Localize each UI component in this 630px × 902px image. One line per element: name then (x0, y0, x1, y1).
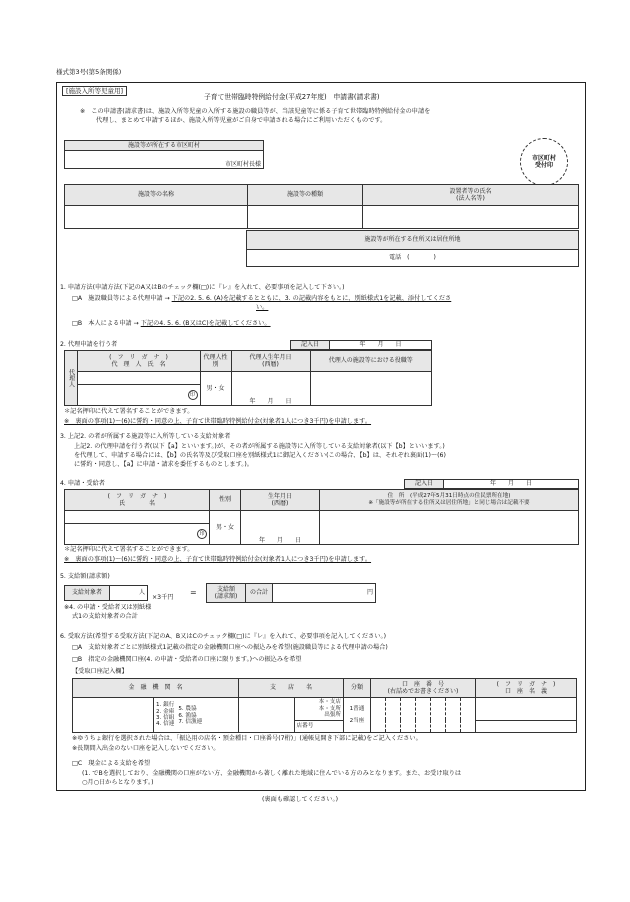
sec1-heading: 1. 申請方法(申請方法(下記のA又はBのチェック欄(□)に『レ』を入れて、必要事項を記入して下さい。) (60, 284, 345, 291)
sec2-furigana-field[interactable] (77, 372, 200, 385)
sec4-note-2: ※ 裏面の事項(1)〜(6)に誓約・同意の上、子育て世帯臨時特例給付金(対象者1人につき3千円)を申請します。 (64, 556, 372, 563)
sec4-name-field[interactable] (65, 524, 210, 545)
facility-phone-field[interactable] (247, 250, 579, 267)
form-title: 子育て世帯臨時特例給付金(平成27年度) 申請書(請求書) (204, 93, 380, 101)
sec1-b-text: 下記の4. 5. 6. (B又はC)を記載してください。 (140, 320, 271, 327)
sec5-note-1: ※4. の申請・受給者又は別紙様 (64, 604, 152, 611)
bank-type-4: 4. 信連 (156, 721, 175, 728)
sec2-date-table (290, 340, 432, 350)
sec6-longterm-note: ※長期間入出金のない口座を記入しないでください。 (72, 745, 220, 752)
facility-name-field[interactable] (65, 206, 248, 229)
sec4-name: 氏 名 (118, 500, 155, 507)
bank-type-3: 3. 信組 (156, 715, 175, 721)
bank-type-1: 1. 銀行 (156, 702, 175, 709)
sec3-line-2: を代理して、申請する場合には、【b】の氏名等及び受取口座を別紙様式1に御記入ください(この場合、【b】は、それぞれ裏面(1)〜(6) (74, 452, 446, 459)
facility-name-header: 施設等の名称 (65, 185, 248, 206)
sec4-date-ymd: 年 月 日 (489, 480, 532, 488)
sec4-birth-sub: (西暦) (271, 500, 289, 507)
sec4-birth-h: 生年月日 (267, 492, 292, 500)
sec1-option-b[interactable] (72, 320, 271, 328)
sec6-c-line-2: ○月○日からとなります。) (82, 779, 154, 786)
sec4-birth-header (241, 490, 320, 511)
facility-tag: [施設入所等児童用] (62, 86, 127, 96)
municipality-field[interactable] (65, 151, 264, 169)
sec2-side-label: 代理人 (65, 351, 78, 406)
sec2-note-2: ※ 裏面の事項(1)〜(6)に誓約・同意の上、子育て世帯臨時特例給付金(対象者1人につき3千円)を申請します。 (64, 418, 372, 425)
sec6-option-c[interactable]: □C 現金による支給を希望 (72, 760, 151, 767)
acct-h: 口 座 番 号 (401, 680, 444, 688)
account-digit-7[interactable] (461, 698, 476, 733)
bank-name-field[interactable] (73, 698, 154, 733)
sec4-birth-field[interactable] (241, 511, 320, 545)
sec4-addr-h: 住 所 (平成27年5月31日時点の住民票所在地) (387, 493, 511, 500)
sec2-heading: 2. 代理申請を行う者 (60, 341, 118, 348)
sec4-date-label: 記入日 (405, 480, 444, 489)
acct-sub: (右詰めでお書きください) (387, 688, 459, 695)
sec5-yen: 円 (366, 589, 373, 597)
class-option-2: 2当座 (349, 718, 365, 724)
sec4-furigana: ( フ リ ガ ナ ) (107, 492, 167, 500)
sec4-birth-value: 年 月 日 (258, 536, 301, 544)
facility-founder-field[interactable] (363, 206, 579, 229)
account-no-header (371, 679, 476, 698)
sec4-addr-sub: ※「施設等が所在する住所又は居住所地」と同じ場合は記載不要 (368, 500, 530, 506)
reception-seal (520, 138, 568, 186)
founder-header-text: 設置者等の氏名 (449, 187, 492, 195)
sec5-person: 人 (138, 589, 145, 597)
sec2-birth-sub: (西暦) (262, 361, 279, 368)
form-number: 様式第3号(第5条関係) (56, 68, 122, 76)
kana-h: ( フ リ ガ ナ ) (496, 680, 556, 688)
sec4-gender-header: 性別 (210, 490, 241, 511)
sec4-date-table (404, 479, 579, 489)
sec2-name-field[interactable] (77, 385, 200, 406)
sec3-heading: 3. 上記2. の者が所属する施設等に入所等している支給対象者 (60, 433, 231, 440)
municipality-suffix: 市区町村長様 (224, 160, 261, 168)
sec4-date-field[interactable] (444, 480, 579, 489)
sec3-line-3: に誓約・同意し、【a】に申請・請求を委任するものとします。)。 (74, 461, 253, 468)
sec2-inkan-icon: 印 (188, 390, 198, 400)
facility-founder-header (363, 185, 579, 206)
holder-header (476, 679, 577, 698)
branch-type-3: 出張所 (324, 712, 341, 719)
bank-account-table (72, 678, 577, 733)
account-digit-6[interactable] (446, 698, 461, 733)
sec5-note-2: 式1の支給対象者の合計 (72, 613, 138, 620)
sec2-role-field[interactable] (310, 372, 432, 406)
sec6-option-a[interactable]: □A 支給対象者ごとに別紙様式1記載の指定の金融機関口座への振込みを希望(施設職員等による代理申請の場合) (72, 644, 388, 651)
bank-name-header: 金 融 機 関 名 (73, 679, 239, 698)
sec5-total-field[interactable] (273, 584, 376, 603)
phone-label: 電話 (389, 254, 402, 262)
sec5-total-label (207, 584, 246, 603)
branch-name-field[interactable] (239, 698, 295, 733)
class-option-1: 1普通 (349, 705, 365, 712)
sec2-name-header (77, 351, 200, 372)
facility-table (64, 184, 579, 229)
sec1-a-text-2: い。 (256, 304, 269, 311)
sec4-note-1: ＊記名押印に代えて署名することができます。 (64, 546, 194, 553)
sec2-role-header: 代理人の施設等における役職等 (310, 351, 432, 372)
account-digit-5[interactable] (431, 698, 446, 733)
sec5-target-label: 支給対象者 (65, 586, 110, 601)
account-digit-4[interactable] (416, 698, 431, 733)
seal-line-2: 受付印 (534, 162, 553, 169)
sec5-target-field[interactable] (110, 586, 148, 601)
sec2-gender-header: 代理人性別 (200, 351, 231, 372)
sec6-option-b[interactable]: □B 指定の金融機関口座(4. の申請・受給者の口座に限ります。)への振込みを希望 (72, 656, 302, 663)
sec2-date-field[interactable] (330, 341, 432, 350)
founder-header-sub: (法人名等) (456, 195, 485, 202)
sec4-furigana-field[interactable] (65, 511, 210, 524)
account-digit-2[interactable] (386, 698, 401, 733)
seal-line-1: 市区町村 (531, 154, 556, 162)
holder-h: 口 座 名 義 (504, 688, 547, 695)
sec2-birth-h: 代理人生年月日 (249, 353, 292, 361)
facility-type-field[interactable] (248, 206, 363, 229)
sec6-heading: 6. 受取方法(希望する受取方法(下記のA、B又はCのチェック欄(□)に『レ』を入れて、必要事項を記入してください。) (60, 633, 386, 640)
sec2-birth-header (231, 351, 310, 372)
sec4-heading: 4. 申請・受給者 (60, 480, 105, 487)
footer-note: (裏面も確認してください。) (262, 796, 338, 803)
sec1-option-a[interactable] (72, 295, 451, 303)
sec1-a-text: 下記の2. 5. 6. (A)を記載するとともに、3. の記載内容をもとに、別紙様式1を記載、添付してくださ (171, 295, 452, 302)
intro-line-1: ※ この申請書(請求書)は、施設入所等児童の入所する施設の職員等が、当該児童等に係る子育て世帯臨時特例給付金の申請を (80, 108, 431, 115)
sec5-heading: 5. 支給額(請求額) (60, 573, 110, 580)
sec2-date-ymd: 年 月 日 (359, 341, 402, 349)
account-digit-1[interactable] (371, 698, 386, 733)
branch-number-field[interactable] (294, 720, 343, 732)
sec4-gender-field[interactable] (210, 511, 241, 545)
sec2-date-label: 記入日 (291, 341, 330, 350)
sec2-agent-table (64, 350, 432, 406)
sec5-equals: = (190, 588, 197, 597)
municipality-table (64, 140, 264, 169)
branch-type-options[interactable] (294, 698, 343, 721)
phone-paren: ( ) (407, 254, 436, 262)
sec5-times: ×3千円 (152, 594, 174, 601)
sec6-account-title: 【受取口座記入欄】 (72, 668, 128, 675)
bank-type-7: 7. 信漁連 (178, 719, 203, 725)
bank-type-5: 5. 農協 (178, 706, 197, 713)
bank-type-6: 6. 漁協 (178, 712, 197, 719)
account-digit-3[interactable] (401, 698, 416, 733)
sec2-note-1: ＊記名押印に代えて署名することができます。 (64, 408, 194, 415)
sec6-yucho-note: ※ゆうちょ銀行を選択された場合は、「振込用の店名・預金種目・口座番号(7桁)」(通帳見開き下部に記載)をご記入ください。 (72, 735, 422, 742)
sec1-a-label: □A 施設職員等による代理申請 → (72, 295, 170, 302)
branch-header: 支 店 名 (239, 679, 344, 698)
sec3-line-1: 上記2. の代理申請を行う者(以下【a】といいます。)が、その者が所属する施設等に入所等している支給対象者(以下【b】といいます。) (74, 443, 445, 450)
branch-type-2: 本・支所 (318, 705, 341, 712)
facility-type-header: 施設等の種類 (248, 185, 363, 206)
facility-address-table (246, 230, 579, 267)
sec5-target-table (64, 585, 148, 601)
sec4-name-header (65, 490, 210, 511)
sec5-total-label-1: 支給額 (216, 585, 235, 593)
sec4-address-header (320, 490, 579, 511)
branch-number-label: 店番号 (296, 722, 314, 729)
sec5-total-table (206, 583, 376, 603)
sec4-inkan-icon: 印 (197, 529, 207, 539)
bank-type-options[interactable] (154, 698, 239, 733)
municipality-header: 施設等が所在する市区町村 (65, 141, 264, 151)
holder-kana-field[interactable] (476, 698, 577, 721)
sec2-birth-field[interactable] (231, 372, 310, 406)
class-header: 分類 (344, 679, 371, 698)
sec5-total-label-2: (請求額) (214, 593, 238, 600)
class-options[interactable] (344, 698, 371, 733)
facility-address-header: 施設等が所在する住所又は居住所地 (247, 231, 579, 250)
sec2-furigana: ( フ リ ガ ナ ) (109, 353, 168, 361)
sec4-applicant-table (64, 489, 579, 545)
sec2-name: 代 理 人 氏 名 (111, 361, 166, 368)
sec6-c-line-1: (1. でBを選択しており、金融機関の口座がない方、金融機関から著しく離れた地域に住んでいる方のみとなります。また、お受け取りは (82, 770, 462, 777)
sec2-gender-value: 男・女 (206, 384, 225, 392)
sec4-gender-value: 男・女 (215, 523, 234, 531)
intro-line-2: 代理し、まとめて申請するほか、施設入所等児童がご自身で申請される場合にご利用いただくものです。 (96, 117, 387, 124)
bank-type-2: 2. 金庫 (156, 708, 175, 715)
sec1-b-label: □B 本人による申請 → (72, 320, 139, 327)
sec4-address-field[interactable] (320, 511, 579, 545)
sec5-total-suffix: の合計 (246, 584, 273, 603)
branch-type-1: 本・支店 (318, 699, 341, 706)
sec2-birth-value: 年 月 日 (249, 397, 292, 405)
sec2-gender-field[interactable] (200, 372, 231, 406)
holder-name-field[interactable] (476, 720, 577, 732)
